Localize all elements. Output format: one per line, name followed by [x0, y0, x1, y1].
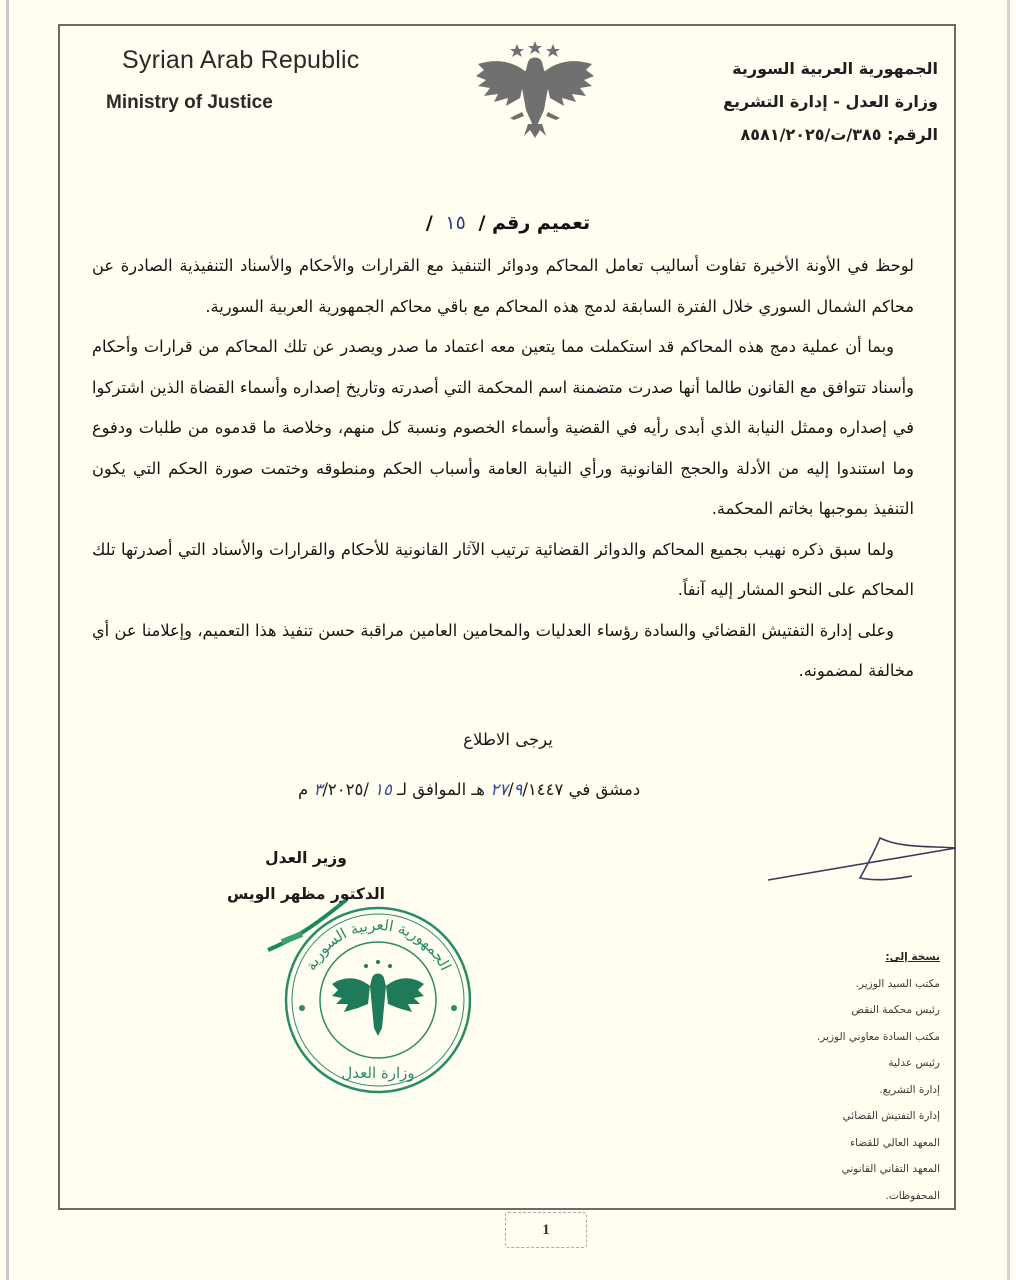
page-edge	[6, 0, 9, 1280]
copies-list	[817, 944, 940, 1209]
page-edge	[1007, 0, 1010, 1280]
copy-recipient: مكتب السيد الوزير.	[855, 977, 940, 990]
hijri-day: ٢٧	[490, 780, 508, 799]
hijri-month: ٩	[513, 780, 523, 799]
english-header	[106, 46, 360, 113]
copy-recipient: مكتب السادة معاوني الوزير.	[816, 1030, 940, 1043]
copy-recipient: إدارة التشريع.	[879, 1083, 940, 1096]
dateline: دمشق في ٢٧/٩/١٤٤٧ هـ الموافق لـ ١٥ /٣/٢٠٢٥ م	[298, 780, 641, 799]
eagle-emblem-icon	[470, 40, 600, 140]
reference-number: الرقم: ٣٨٥/ت/٨٥٨١/٢٠٢٥	[740, 125, 938, 144]
arabic-header	[723, 52, 938, 151]
country-name-en: Syrian Arab Republic	[122, 46, 360, 74]
star-icon	[528, 41, 542, 54]
gregorian-year: /٢٠٢٥ م	[298, 780, 364, 799]
gregorian-day: ١٥	[374, 780, 392, 799]
body-paragraph: وعلى إدارة التفتيش القضائي والسادة رؤساء العدليات والمحامين العامين مراقبة حسن تنفيذ هذا التعميم، وإعلامنا عن أي مخالفة لمضمونه.	[92, 620, 914, 680]
body-paragraph: لوحظ في الأونة الأخيرة تفاوت أساليب تعامل المحاكم ودوائر التنفيذ مع القرارات والأحكام والأسناد التنفيذية الصادرة عن محاكم الشمال السوري خلال الفترة السابقة لدمج هذه المحاكم مع باقي محاكم الجمهورية العربية السورية.	[92, 256, 914, 316]
stamp-top-text: الجمهورية العربية السورية	[301, 915, 455, 974]
copy-recipient: المعهد العالي للقضاء	[850, 1136, 940, 1149]
gregorian-month: ٣	[313, 780, 323, 799]
signer-name: الدكتور مظهر الويس	[226, 885, 385, 903]
stamp-bottom-text: وزارة العدل	[341, 1064, 415, 1082]
copy-recipient: رئيس محكمة النقض	[851, 1004, 940, 1016]
official-stamp-icon	[278, 900, 478, 1100]
stamp-eagle-icon	[332, 960, 424, 1036]
copy-recipient: إدارة التفتيش القضائي	[842, 1110, 940, 1122]
body-paragraph: وبما أن عملية دمج هذه المحاكم قد استكملت مما يتعين معه اعتماد ما صدر ويصدر عن تلك المحاكم من قرارات وأحكام وأسناد تتوافق مع القانون طالما أنها صدرت متضمنة اسم المحكمة التي أصدرته وتاريخ إصداره وأسماء القضاة الذين اشتركوا في إصداره وممثل النيابة الذي أبدى رأيه في القضية وأسماء الخصوم ونسبة كل منهم، وخلاصة ما قدموه من طلبات ودفوع وما استندوا إليه من الأدلة والحجج القانونية ورأي النيابة العامة وأسباب الحكم ومنطوقه وختمت صورة الحكم التي يكون التنفيذ بموجبها بخاتم المحكمة.	[92, 337, 914, 518]
star-icon	[546, 44, 560, 57]
copy-recipient: المعهد التقاني القانوني	[841, 1163, 940, 1175]
ministry-name-en: Ministry of Justice	[106, 92, 273, 113]
ministry-name-ar: وزارة العدل - إدارة التشريع	[723, 92, 938, 111]
copy-recipient: رئيس عدلية	[888, 1057, 940, 1069]
signature-icon	[760, 820, 960, 890]
hijri-year: /١٤٤٧ هـ	[471, 780, 564, 799]
dateline-middle: الموافق لـ	[397, 780, 467, 799]
page-number: 1	[505, 1212, 587, 1248]
copies-heading: نسخة إلى:	[885, 951, 940, 963]
star-icon	[510, 44, 524, 57]
dateline-prefix: دمشق في	[568, 780, 641, 799]
copy-recipient: المحفوظات.	[885, 1189, 940, 1202]
closing-line: يرجى الاطلاع	[463, 730, 553, 749]
circular-title-suffix: /	[425, 212, 433, 234]
country-name-ar: الجمهورية العربية السورية	[732, 59, 938, 78]
body-paragraph: ولما سبق ذكره نهيب بجميع المحاكم والدوائر القضائية ترتيب الآثار القانونية للأحكام والقرارات والأسناد التي أصدرتها تلك المحاكم على النحو المشار إليه آنفاً.	[92, 539, 914, 599]
circular-number: ١٥	[445, 212, 466, 234]
circular-title	[0, 212, 1016, 234]
signer-title: وزير العدل	[265, 849, 347, 867]
circular-title-prefix: تعميم رقم /	[478, 212, 591, 234]
circular-body	[92, 246, 914, 692]
